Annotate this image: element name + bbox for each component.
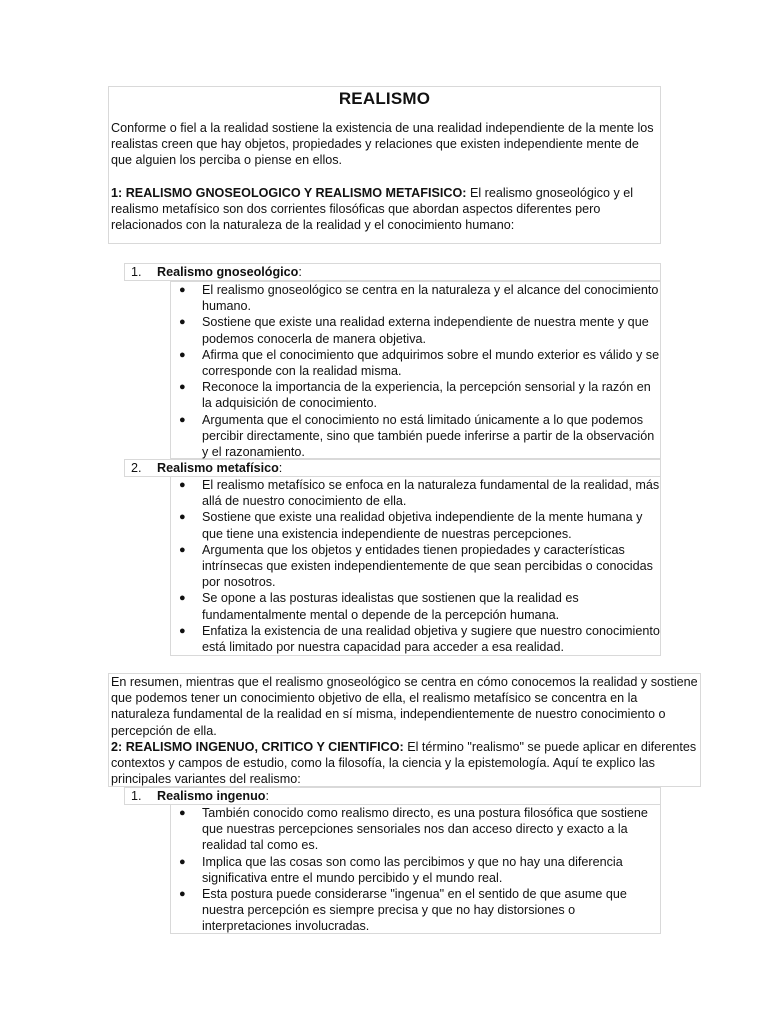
bullet-item: ● Sostiene que existe una realidad externa independiente de nuestra mente y que podemos conocerla de manera objetiva. bbox=[179, 315, 649, 346]
list1-item-2: 2. Realismo metafísico: bbox=[124, 459, 661, 477]
bullet-item: ● Se opone a las posturas idealistas que sostienen que la realidad es fundamentalmente mental o depende de la percepción humana. bbox=[179, 591, 579, 622]
bullet-item: ● Argumenta que los objetos y entidades tienen propiedades y características intrínsecas que existen independientemente de que sean percibidas o conocidas por nosotros. bbox=[179, 542, 653, 590]
bullet-dot-icon: ● bbox=[179, 807, 186, 819]
list-label: Realismo metafísico bbox=[157, 461, 279, 475]
bullet-item: ● Sostiene que existe una realidad objetiva independiente de la mente humana y que tiene una existencia independiente de nuestras percepciones. bbox=[179, 510, 643, 541]
section1-paragraph bbox=[111, 185, 658, 234]
section1-text: El realismo gnoseológico y el realismo metafísico son dos corrientes filosóficas que abordan aspectos diferentes pero relacionados con la naturaleza de la realidad y el conocimiento humano: bbox=[111, 185, 634, 233]
section2-text: El término "realismo" se puede aplicar en diferentes contextos y campos de estudio, como la filosofía, la ciencia y la epistemología. Aquí te explico las principales variantes del realismo: bbox=[111, 739, 697, 787]
bullet-dot-icon: ● bbox=[179, 479, 186, 491]
list1-item-1: 1. Realismo gnoseológico: bbox=[124, 263, 661, 281]
summary-box bbox=[108, 673, 701, 787]
bullet-dot-icon: ● bbox=[179, 316, 186, 329]
bullet-item: ● Argumenta que el conocimiento no está limitado únicamente a lo que podemos percibir directamente, sino que también puede inferirse a partir de la observación y el razonamiento. bbox=[179, 412, 655, 460]
bullet-dot-icon: ● bbox=[179, 855, 186, 868]
bullet-dot-icon: ● bbox=[179, 888, 186, 901]
bullet-item: ● Afirma que el conocimiento que adquirimos sobre el mundo exterior es válido y se corresponde con la realidad misma. bbox=[179, 347, 660, 379]
section2-paragraph bbox=[111, 739, 698, 788]
bullet-item: ● También conocido como realismo directo, es una postura filosófica que sostiene que nuestras percepciones sensoriales nos dan acceso directo y exacto a la realidad tal como es. bbox=[179, 806, 648, 853]
bullet-dot-icon: ● bbox=[179, 543, 186, 556]
section1-heading: 1: REALISMO GNOSEOLOGICO Y REALISMO METAFISICO: bbox=[111, 185, 467, 200]
bullet-dot-icon: ● bbox=[179, 592, 186, 605]
list-number: 1. bbox=[131, 789, 142, 803]
bullet-dot-icon: ● bbox=[179, 348, 186, 361]
list-number: 2. bbox=[131, 461, 142, 475]
list2-item-1: 1. Realismo ingenuo: bbox=[124, 787, 661, 805]
list-number: 1. bbox=[131, 265, 142, 279]
bullet-item: ● El realismo gnoseológico se centra en la naturaleza y el alcance del conocimiento humano. bbox=[179, 283, 659, 314]
list-label: Realismo ingenuo bbox=[157, 789, 266, 803]
intro-box bbox=[108, 86, 661, 244]
bullet-dot-icon: ● bbox=[179, 284, 186, 296]
bullet-item: ● El realismo metafísico se enfoca en la naturaleza fundamental de la realidad, más allá de nuestro conocimiento de ella. bbox=[179, 478, 660, 509]
bullet-item: ● Esta postura puede considerarse "ingenua" en el sentido de que asume que nuestra percepción es siempre precisa y que no hay distorsiones o interpretaciones involucradas. bbox=[179, 887, 627, 934]
list1-item-1-bullets bbox=[170, 281, 661, 459]
intro-paragraph: Conforme o fiel a la realidad sostiene la existencia de una realidad independiente de la mente los realistas creen que hay objetos, propiedades y relaciones que existen independiente mente de que alguien los perciba o piense en ellos. bbox=[111, 121, 654, 168]
bullet-dot-icon: ● bbox=[179, 413, 186, 426]
bullet-dot-icon: ● bbox=[179, 624, 186, 637]
list1-item-2-bullets bbox=[170, 476, 661, 656]
summary-paragraph: En resumen, mientras que el realismo gnoseológico se centra en cómo conocemos la realidad y sostiene que podemos tener un conocimiento objetivo de ella, el realismo metafísico se concentra en la naturaleza fundamental de la realidad en sí misma, independientemente de nuestro conocimiento o percepción de ella. bbox=[111, 675, 698, 738]
section2-heading: 2: REALISMO INGENUO, CRITICO Y CIENTIFICO: bbox=[111, 739, 404, 754]
bullet-item: ● Enfatiza la existencia de una realidad objetiva y sugiere que nuestro conocimiento está limitado por nuestra capacidad para acceder a esa realidad. bbox=[179, 623, 660, 655]
page-title: REALISMO bbox=[338, 89, 431, 108]
bullet-dot-icon: ● bbox=[179, 511, 186, 524]
bullet-item: ● Reconoce la importancia de la experiencia, la percepción sensorial y la razón en la adquisición de conocimiento. bbox=[179, 380, 651, 411]
bullet-item: ● Implica que las cosas son como las percibimos y que no hay una diferencia significativa entre el mundo percibido y el mundo real. bbox=[179, 854, 623, 885]
bullet-dot-icon: ● bbox=[179, 381, 186, 394]
list2-item-1-bullets bbox=[170, 804, 661, 934]
list-label: Realismo gnoseológico bbox=[157, 265, 299, 279]
